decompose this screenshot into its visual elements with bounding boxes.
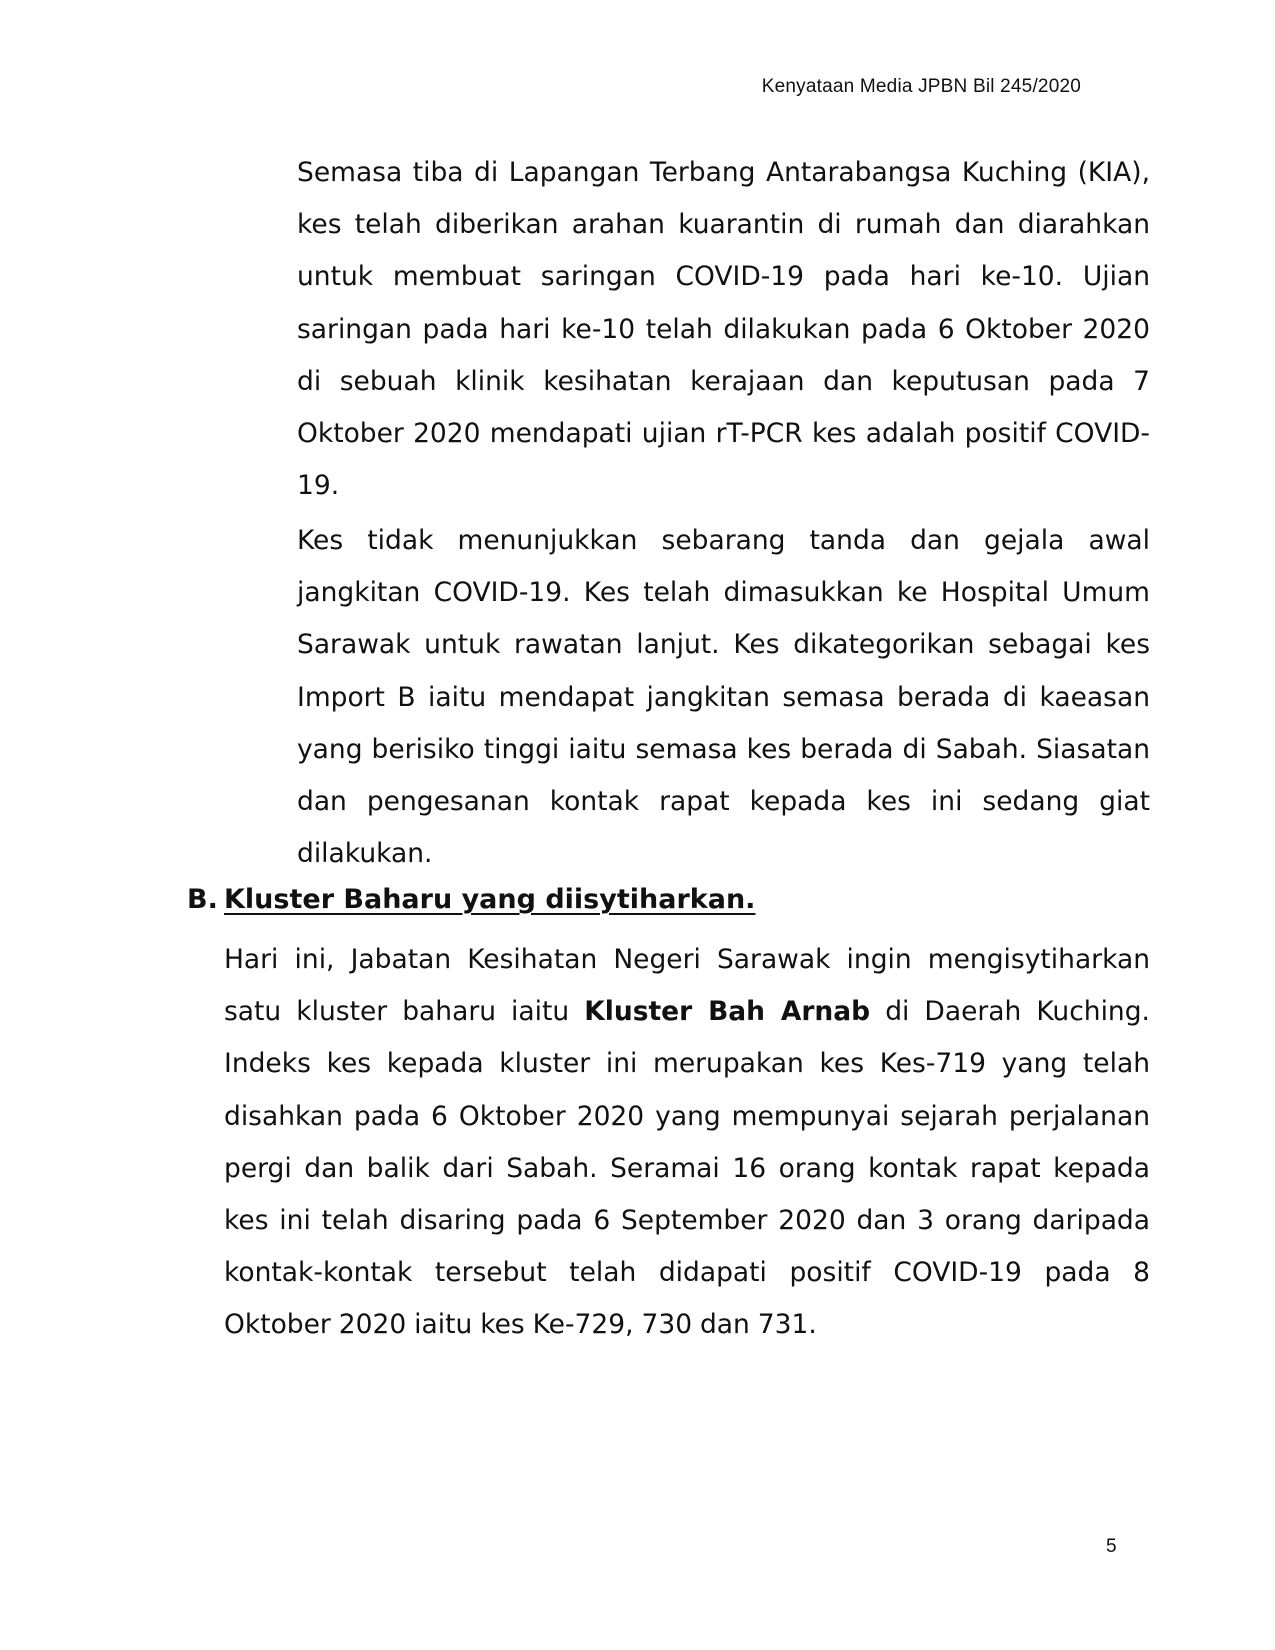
section-letter: B. [187, 884, 218, 915]
paragraph-case-symptoms: Kes tidak menunjukkan sebarang tanda dan gejala awal jangkitan COVID-19. Kes telah dimasukkan ke Hospital Umum Sarawak untuk rawatan lanjut. Kes dikategorikan sebagai kes Import B iaitu mendapat jangkitan semasa berada di kaeasan yang berisiko tinggi iaitu semasa kes berada di Sabah. Siasatan dan pengesanan kontak rapat kepada kes ini sedang giat dilakukan. [297, 525, 1150, 870]
section-title: Kluster Baharu yang diisytiharkan. [224, 884, 756, 915]
cluster-text-before: Hari ini, Jabatan Kesihatan Negeri Sarawak ingin mengisytiharkan satu kluster baharu iaitu [224, 944, 1150, 1028]
cluster-text-after: di Daerah Kuching. Indeks kes kepada kluster ini merupakan kes Kes-719 yang telah disahkan pada 6 Oktober 2020 yang mempunyai sejarah perjalanan pergi dan balik dari Sabah. Seramai 16 orang kontak rapat kepada kes ini telah disaring pada 6 September 2020 dan 3 orang daripada kontak-kontak tersebut telah didapati positif COVID-19 pada 8 Oktober 2020 iaitu kes Ke-729, 730 dan 731. [224, 996, 1150, 1341]
page-number: 5 [1106, 1536, 1117, 1557]
cluster-name: Kluster Bah Arnab [584, 996, 871, 1028]
paragraph-arrival-screening: Semasa tiba di Lapangan Terbang Antarabangsa Kuching (KIA), kes telah diberikan arahan kuarantin di rumah dan diarahkan untuk membuat saringan COVID-19 pada hari ke-10. Ujian saringan pada hari ke-10 telah dilakukan pada 6 Oktober 2020 di sebuah klinik kesihatan kerajaan dan keputusan pada 7 Oktober 2020 mendapati ujian rT-PCR kes adalah positif COVID-19. [297, 157, 1150, 502]
section-b-heading [187, 884, 755, 915]
paragraph-new-cluster [224, 934, 1150, 1352]
document-reference-header: Kenyataan Media JPBN Bil 245/2020 [761, 76, 1081, 97]
